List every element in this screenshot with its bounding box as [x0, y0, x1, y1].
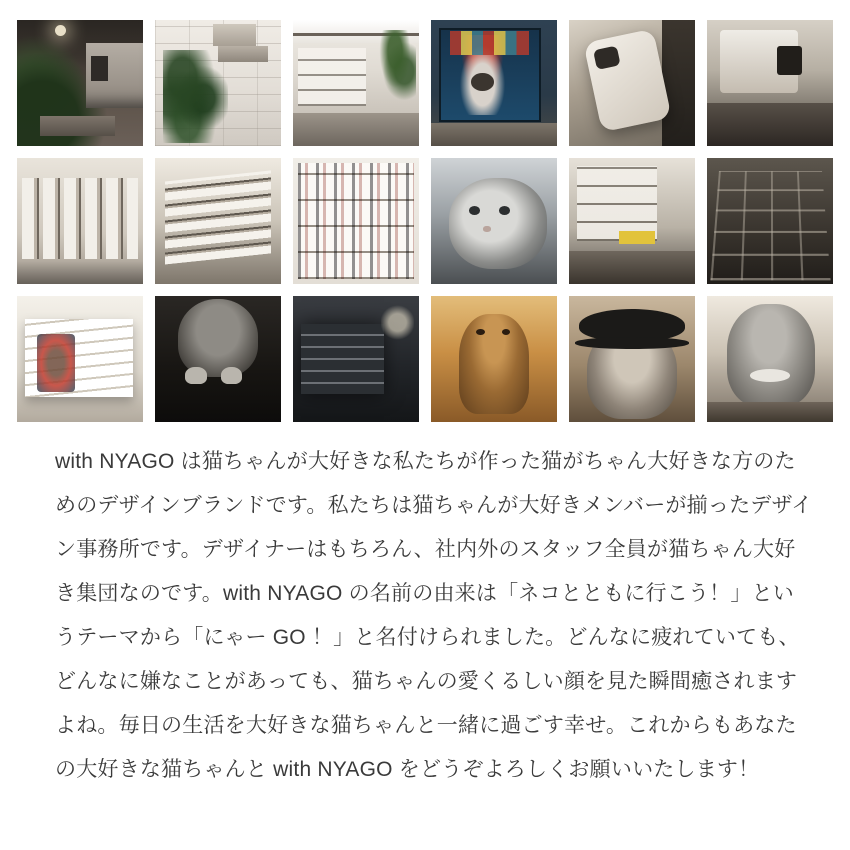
about-paragraph: with NYAGO は猫ちゃんが大好きな私たちが作った猫がちゃん大好きな方のためのデザインブランドです。私たちは猫ちゃんが大好きメンバーが揃ったデザイン事務所です。デザイナーはもちろん、社内外のスタッフ全員が猫ちゃん大好き集団なのです。with NYAGO の名前の由来は「ネコとともに行こう！」というテーマから「にゃー GO ！」と名付けられました。どんなに疲れていても、どんなに嫌なことがあっても、猫ちゃんの愛くるしい顔を見た瞬間癒されますよね。毎日の生活を大好きな猫ちゃんと一緒に過ごす幸せ。これからもあなたの大好きな猫ちゃんと with NYAGO をどうぞよろしくお願いいたします！: [55, 450, 813, 781]
photo-books-texture: [298, 163, 414, 279]
photo-bow-shape: [750, 369, 790, 382]
photo-hat-shape: [579, 309, 685, 342]
photo-bench-shape: [569, 251, 695, 284]
photo-cat-eye-left: [469, 206, 480, 215]
gallery-photo-cat-with-bow: [707, 296, 833, 422]
photo-desk-shape: [431, 123, 557, 146]
photo-cat-eye-right: [499, 206, 510, 215]
gallery-photo-printing-machine: [707, 20, 833, 146]
gallery-photo-bookshelf-wall: [293, 158, 419, 284]
photo-table-shape: [40, 116, 116, 136]
gallery-photo-printed-booklet: [17, 296, 143, 422]
photo-rack-shape: [577, 166, 658, 242]
photo-cat-body-shape: [459, 314, 530, 415]
photo-cat-body-shape: [178, 299, 259, 377]
photo-cat-head-shape: [449, 178, 547, 269]
photo-stack-shape: [165, 170, 271, 264]
gallery-photo-case-display-rack: [17, 158, 143, 284]
photo-box-shape: [213, 24, 256, 47]
gallery-photo-stacked-cases-macro: [155, 158, 281, 284]
photo-shelves-shape: [298, 48, 366, 106]
photo-cat-paw-right: [221, 367, 242, 385]
gallery-photo-tabby-cat-sunlight: [431, 296, 557, 422]
gallery-photo-sorting-trays: [707, 158, 833, 284]
photo-desk-shape: [293, 113, 419, 146]
photo-shadow-gradient: [17, 261, 143, 284]
photo-bench-shape: [707, 103, 833, 146]
photo-case-row-shape: [22, 178, 138, 259]
photo-printed-artwork-shape: [37, 334, 75, 392]
photo-yellow-box-shape: [619, 231, 654, 244]
photo-machine-shape: [720, 30, 798, 93]
photo-desk-shape: [707, 402, 833, 422]
photo-cat-body-shape: [727, 304, 815, 407]
photo-box-stack-shape: [301, 324, 384, 395]
gallery-photo-workshop-shelving: [569, 158, 695, 284]
photo-plant-shape: [163, 50, 229, 143]
gallery-photo-cat-paws-dark: [155, 296, 281, 422]
photo-plant-shape: [374, 30, 417, 101]
photo-light-glow: [381, 304, 414, 342]
photo-shelf-shape: [86, 43, 143, 109]
photo-monitor-shape: [439, 28, 541, 123]
gallery-photo-phone-case-print: [569, 20, 695, 146]
photo-headdress-shape: [450, 31, 529, 55]
photo-gallery-grid: [17, 20, 833, 422]
gallery-photo-cat-with-hat: [569, 296, 695, 422]
gallery-photo-monitor-cat-illustration: [431, 20, 557, 146]
gallery-photo-stacked-boxes-dark: [293, 296, 419, 422]
photo-tray-grid-shape: [710, 171, 830, 280]
about-text-block: [55, 440, 815, 792]
gallery-photo-grey-white-cat: [431, 158, 557, 284]
gallery-photo-design-studio: [293, 20, 419, 146]
photo-cat-paw-left: [185, 367, 206, 385]
photo-shadow-panel: [662, 20, 695, 146]
gallery-photo-brick-wall-plant: [155, 20, 281, 146]
gallery-photo-office-interior: [17, 20, 143, 146]
